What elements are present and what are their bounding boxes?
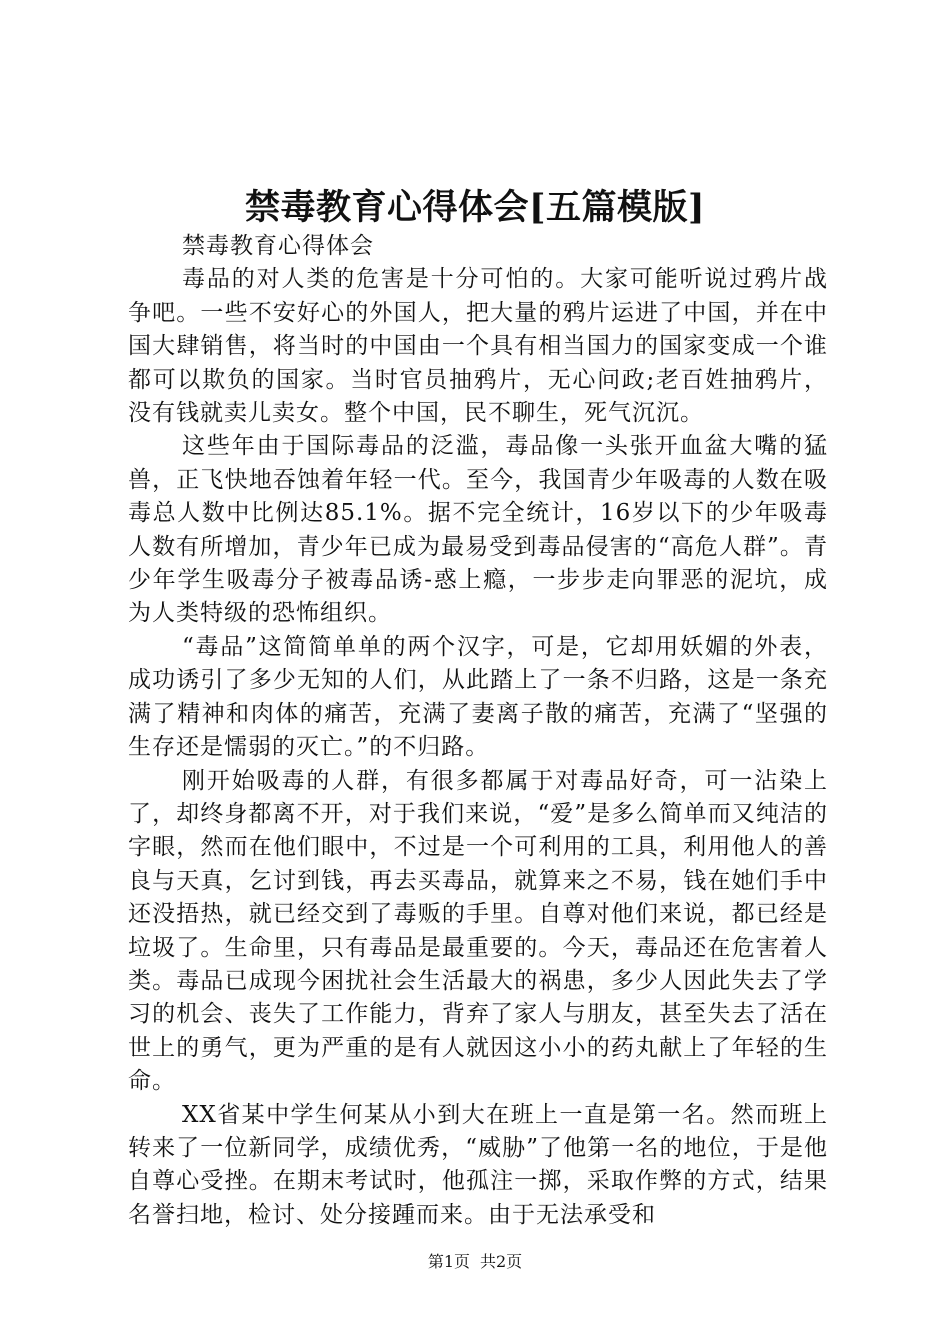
paragraph: 刚开始吸毒的人群，有很多都属于对毒品好奇，可一沾染上了，却终身都离不开，对于我们来说，“爱”是多么简单而又纯洁的字眼，然而在他们眼中，不过是一个可利用的工具，利用他人的善良与天真，乞讨到钱，再去买毒品，就算来之不易，钱在她们手中还没捂热，就已经交到了毒贩的手里。自尊对他们来说，都已经是垃圾了。生命里，只有毒品是最重要的。今天，毒品还在危害着人类。毒品已成现今困扰社会生活最大的祸患，多少人因此失去了学习的机会、丧失了工作能力，背弃了家人与朋友，甚至失去了活在世上的勇气，更为严重的是有人就因这小小的药丸献上了年轻的生命。 [128,767,828,1095]
paragraph: 这些年由于国际毒品的泛滥，毒品像一头张开血盆大嘴的猛兽，正飞快地吞蚀着年轻一代。至今，我国青少年吸毒的人数在吸毒总人数中比例达85.1%。据不完全统计，16岁以下的少年吸毒人数有所增加，青少年已成为最易受到毒品侵害的“高危人群”。青少年学生吸毒分子被毒品诱-惑上瘾，一步步走向罪恶的泥坑，成为人类特级的恐怖组织。 [128,433,828,627]
paragraph: “毒品”这简简单单的两个汉字，可是，它却用妖媚的外表，成功诱引了多少无知的人们，从此踏上了一条不归路，这是一条充满了精神和肉体的痛苦，充满了妻离子散的痛苦，充满了“坚强的生存还是懦弱的灭亡。”的不归路。 [128,633,828,761]
page-number: 第1页 [427,1252,470,1271]
paragraph: 毒品的对人类的危害是十分可怕的。大家可能听说过鸦片战争吧。一些不安好心的外国人，把大量的鸦片运进了中国，并在中国大肆销售，将当时的中国由一个具有相当国力的国家变成一个谁都可以欺负的国家。当时官员抽鸦片，无心问政;老百姓抽鸦片，没有钱就卖儿卖女。整个中国，民不聊生，死气沉沉。 [128,266,828,427]
document-title: 禁毒教育心得体会[五篇模版] [244,187,706,228]
section-heading: 禁毒教育心得体会 [182,233,374,259]
page-total: 共2页 [480,1252,523,1271]
page-footer [0,1252,950,1272]
document-body [128,230,828,1232]
paragraph: XX省某中学生何某从小到大在班上一直是第一名。然而班上转来了一位新同学，成绩优秀，“威胁”了他第一名的地位，于是他自尊心受挫。在期末考试时，他孤注一掷，采取作弊的方式，结果名誉扫地，检讨、处分接踵而来。由于无法承受和 [128,1101,828,1228]
